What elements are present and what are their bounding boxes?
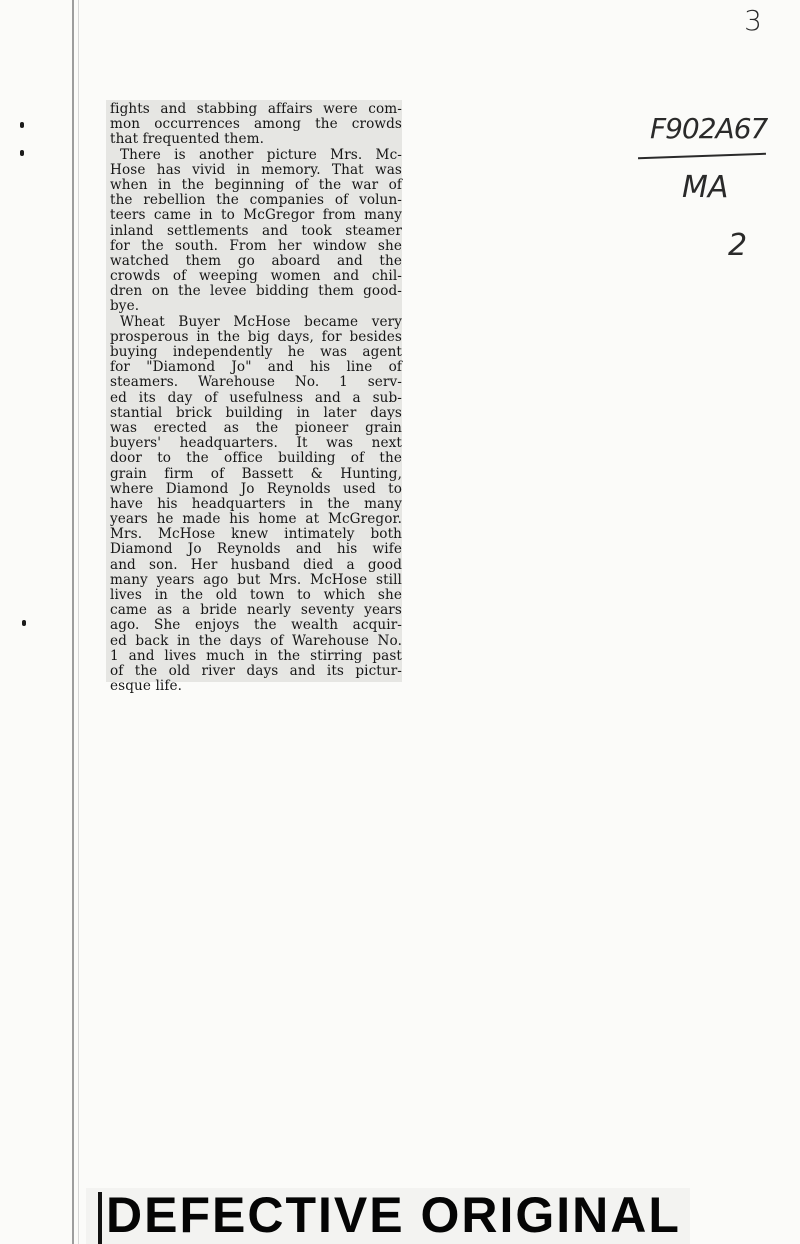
- clipping-line: There is another picture Mrs. Mc-: [120, 146, 402, 163]
- clipping-line: fights and stabbing affairs were com-: [110, 101, 402, 117]
- clipping-line: many years ago but Mrs. McHose still: [110, 571, 402, 588]
- clipping-line: teers came in to McGregor from many: [110, 207, 402, 224]
- clipping-line: have his headquarters in the many: [110, 495, 402, 512]
- binding-mark: [20, 150, 24, 156]
- clipping-line: dren on the levee bidding them good-: [110, 283, 402, 300]
- clipping-line: buyers' headquarters. It was next: [110, 435, 402, 452]
- page-margin-rule: [72, 0, 74, 1244]
- clipping-line: inland settlements and took steamer: [110, 222, 402, 239]
- clipping-line: came as a bride nearly seventy years: [110, 602, 402, 619]
- footer-stamp-bar: [98, 1192, 102, 1244]
- binding-mark: [22, 620, 26, 626]
- clipping-line: buying independently he was agent: [110, 344, 402, 360]
- clipping-line: for the south. From her window she: [110, 237, 402, 254]
- clipping-line: and son. Her husband died a good: [110, 556, 402, 573]
- clipping-line: 1 and lives much in the stirring past: [110, 647, 402, 664]
- clipping-line: when in the beginning of the war of: [110, 176, 402, 193]
- clipping-line: where Diamond Jo Reynolds used to: [110, 480, 402, 497]
- clipping-line: Hose has vivid in memory. That was: [110, 161, 402, 178]
- clipping-line: ago. She enjoys the wealth acquir-: [110, 617, 402, 634]
- clipping-line: esque life.: [110, 678, 183, 695]
- clipping-line: that frequented them.: [110, 131, 265, 148]
- page-margin-rule-secondary: [78, 0, 79, 1244]
- item-number-annotation: 2: [728, 228, 748, 263]
- clipping-line: Mrs. McHose knew intimately both: [110, 526, 402, 543]
- clipping-line: the rebellion the companies of volun-: [110, 192, 402, 209]
- clipping-line: crowds of weeping women and chil-: [110, 268, 402, 285]
- call-number-annotation: F902A67: [650, 112, 768, 145]
- clipping-line: grain firm of Bassett & Hunting,: [110, 465, 402, 482]
- clipping-line: lives in the old town to which she: [110, 587, 402, 603]
- binding-mark: [20, 122, 24, 128]
- clipping-line: prosperous in the big days, for besides: [110, 328, 402, 345]
- clipping-line: watched them go aboard and the: [110, 252, 402, 269]
- clipping-line: ed its day of usefulness and a sub-: [110, 389, 402, 406]
- clipping-line: of the old river days and its pictur-: [110, 662, 402, 679]
- page-number-annotation: 3: [744, 4, 762, 37]
- clipping-line: steamers. Warehouse No. 1 serv-: [110, 374, 402, 391]
- clipping-line: bye.: [110, 298, 140, 315]
- clipping-line: ed back in the days of Warehouse No.: [110, 632, 402, 649]
- clipping-line: mon occurrences among the crowds: [110, 116, 402, 133]
- clipping-text: [110, 102, 402, 694]
- call-number-underline: [638, 153, 766, 159]
- clipping-line: stantial brick building in later days: [110, 404, 402, 421]
- clipping-line: Diamond Jo Reynolds and his wife: [110, 541, 402, 558]
- clipping-line: door to the office building of the: [110, 450, 402, 467]
- defective-original-stamp: DEFECTIVE ORIGINAL: [106, 1187, 681, 1243]
- clipping-line: for "Diamond Jo" and his line of: [110, 359, 402, 376]
- clipping-line: years he made his home at McGregor.: [110, 511, 402, 528]
- clipping-line: was erected as the pioneer grain: [110, 419, 402, 436]
- clipping-line: Wheat Buyer McHose became very: [120, 313, 402, 330]
- ma-annotation: MA: [682, 170, 729, 205]
